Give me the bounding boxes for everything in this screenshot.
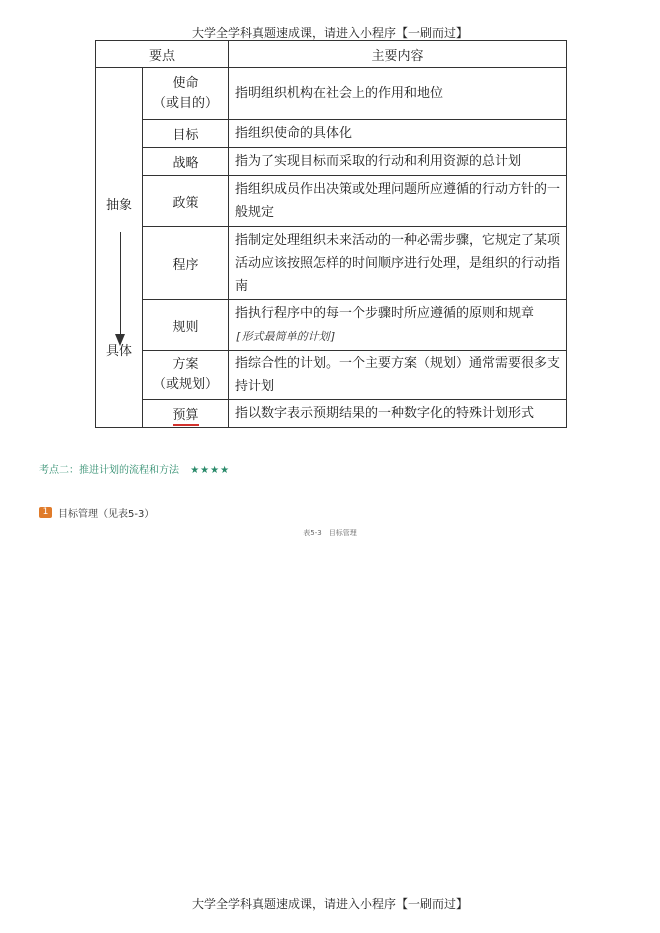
- row-key: [143, 68, 229, 120]
- page-footer: 大学全学科真题速成课，请进入小程序【一刷而过】: [191, 897, 468, 911]
- star-rating-icon: ★★★★: [190, 465, 231, 476]
- row-content: 指为了实现目标而采取的行动和利用资源的总计划: [229, 148, 567, 176]
- column-header-content: 主要内容: [229, 41, 567, 68]
- abstraction-axis: [96, 68, 143, 428]
- axis-label-concrete: 具体: [105, 344, 132, 359]
- page-header: 大学全学科真题速成课，请进入小程序【一刷而过】: [191, 26, 468, 40]
- table-row: [96, 227, 567, 300]
- table-row: [96, 68, 567, 120]
- rule-content-text: 指执行程序中的每一个步骤时所应遵循的原则和规章: [235, 306, 535, 321]
- section-title: 目标管理（见表5-3）: [58, 509, 155, 520]
- table-row: [96, 300, 567, 351]
- table-header-row: [96, 41, 567, 68]
- keypoint-label: 考点二：推进计划的流程和方法: [39, 465, 179, 476]
- table-row: [96, 120, 567, 148]
- table-row: [96, 148, 567, 176]
- table-caption: 表5-3 目标管理: [303, 529, 357, 537]
- row-key: 目标: [143, 120, 229, 148]
- table-row: [96, 400, 567, 428]
- row-content: 指综合性的计划。一个主要方案（规划）通常需要很多支持计划: [229, 351, 567, 400]
- row-key-line: （或目的）: [153, 95, 219, 111]
- row-key: 规则: [143, 300, 229, 351]
- row-key: [143, 400, 229, 428]
- axis-label-abstract: 抽象: [105, 198, 132, 213]
- row-content: [229, 300, 567, 351]
- row-content: 指制定处理组织未来活动的一种必需步骤，它规定了某项活动应该按照怎样的时间顺序进行处理，是组织的行动指南: [229, 227, 567, 300]
- row-key: [143, 351, 229, 400]
- table-row: [96, 351, 567, 400]
- table-row: [96, 176, 567, 227]
- plan-hierarchy-table: [95, 40, 567, 428]
- row-content: 指以数字表示预期结果的一种数字化的特殊计划形式: [229, 400, 567, 428]
- keypoint-heading: [39, 461, 230, 476]
- axis-arrow-line: [120, 232, 121, 342]
- row-key-line: （或规划）: [153, 377, 219, 392]
- budget-key-underlined: 预算: [173, 408, 199, 426]
- row-key-line: 使命: [172, 75, 199, 91]
- section-number-badge: 1: [39, 507, 52, 518]
- row-content: 指明组织机构在社会上的作用和地位: [229, 68, 567, 120]
- row-key: 政策: [143, 176, 229, 227]
- rule-note: [形式最简单的计划]: [235, 330, 337, 343]
- section-heading: [39, 505, 154, 520]
- column-header-key: 要点: [96, 41, 229, 68]
- row-key: 程序: [143, 227, 229, 300]
- row-key-line: 方案: [172, 357, 199, 372]
- row-content: 指组织使命的具体化: [229, 120, 567, 148]
- row-key: 战略: [143, 148, 229, 176]
- row-content: 指组织成员作出决策或处理问题所应遵循的行动方针的一般规定: [229, 176, 567, 227]
